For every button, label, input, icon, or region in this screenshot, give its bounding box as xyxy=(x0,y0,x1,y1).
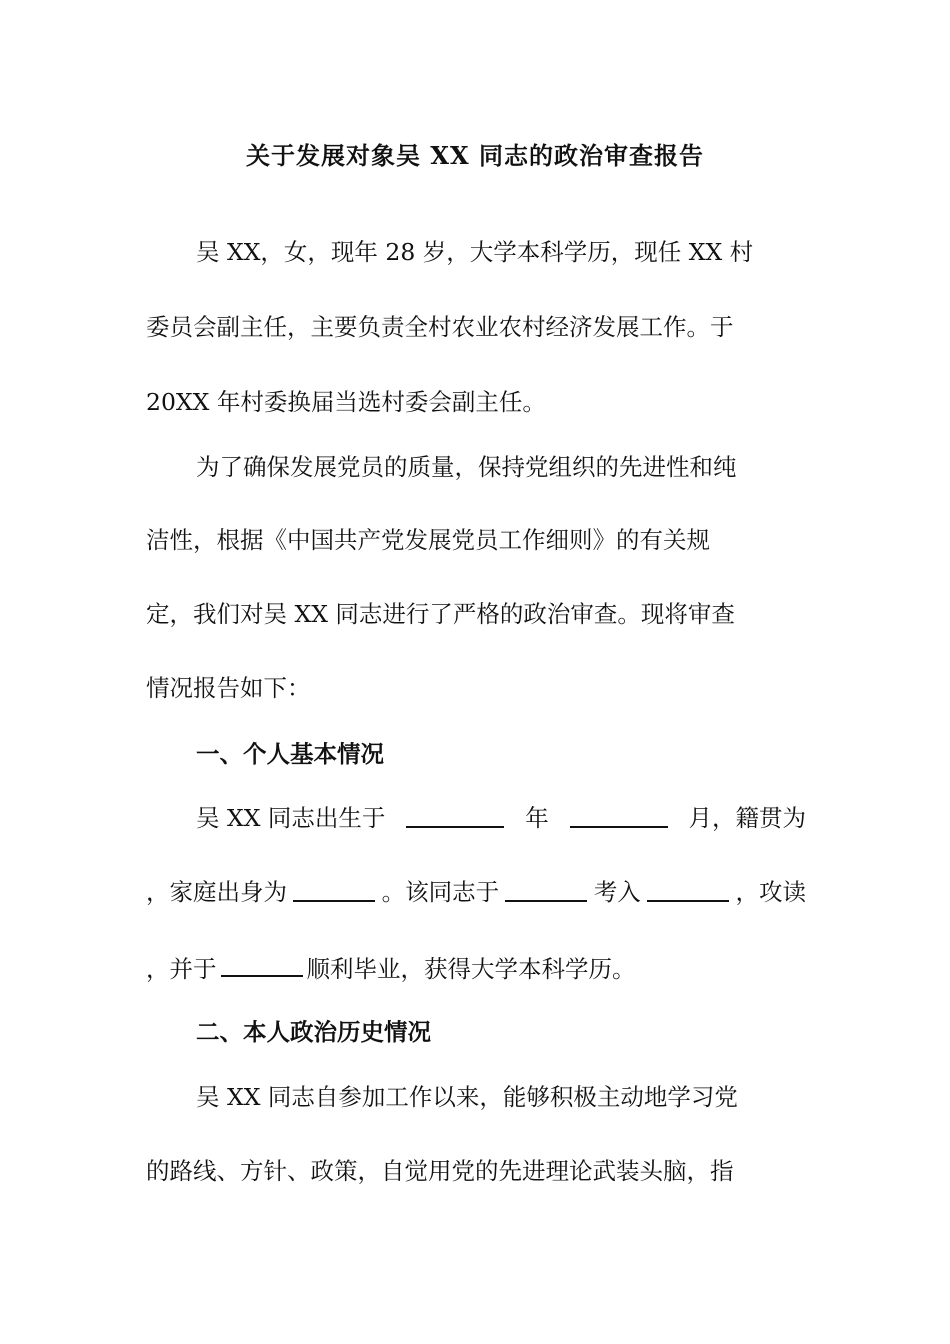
paragraph-2-line-4: 情况报告如下： xyxy=(146,674,311,702)
section-1-line-2-text-c: 考入 xyxy=(593,878,641,906)
paragraph-2-line-2: 洁性，根据《中国共产党发展党员工作细则》的有关规 xyxy=(146,526,710,554)
section-1-line-1-text-a: 吴 XX 同志出生于 xyxy=(196,804,386,832)
section-1-line-2-text-d: ，攻读 xyxy=(735,878,806,906)
admission-date-blank xyxy=(505,876,587,902)
section-1-line-3 xyxy=(146,951,806,985)
section-2-line-1: 吴 XX 同志自参加工作以来，能够积极主动地学习党 xyxy=(196,1083,738,1111)
section-1-line-2-text-a: ，家庭出身为 xyxy=(146,878,287,906)
section-1-line-1-text-c: 月，籍贯为 xyxy=(688,804,806,832)
paragraph-1-line-1: 吴 XX，女，现年 28 岁，大学本科学历，现任 XX 村 xyxy=(196,238,754,266)
graduation-date-blank xyxy=(221,951,303,977)
paragraph-1-line-2: 委员会副主任，主要负责全村农业农村经济发展工作。于 xyxy=(146,313,734,341)
section-1-line-2 xyxy=(146,876,806,908)
section-1-heading: 一、个人基本情况 xyxy=(196,740,384,768)
family-origin-blank xyxy=(293,876,375,902)
paragraph-2-line-3: 定，我们对吴 XX 同志进行了严格的政治审查。现将审查 xyxy=(146,600,735,628)
paragraph-2-line-1: 为了确保发展党员的质量，保持党组织的先进性和纯 xyxy=(196,453,737,481)
document-title: 关于发展对象吴 XX 同志的政治审查报告 xyxy=(246,141,704,170)
section-1-line-2-text-b: 。该同志于 xyxy=(381,878,500,906)
school-blank xyxy=(647,876,729,902)
birth-year-blank xyxy=(406,802,504,828)
section-1-line-1 xyxy=(196,802,806,834)
section-2-line-2: 的路线、方针、政策，自觉用党的先进理论武装头脑，指 xyxy=(146,1157,734,1185)
section-1-line-1-text-b: 年 xyxy=(525,804,549,832)
section-1-line-3-text-b: 顺利毕业，获得大学本科学历。 xyxy=(306,955,636,983)
section-2-heading: 二、本人政治历史情况 xyxy=(196,1018,431,1046)
section-1-line-3-text-a: ，并于 xyxy=(146,955,217,983)
paragraph-1-line-3: 20XX 年村委换届当选村委会副主任。 xyxy=(146,388,546,416)
birth-month-blank xyxy=(570,802,668,828)
